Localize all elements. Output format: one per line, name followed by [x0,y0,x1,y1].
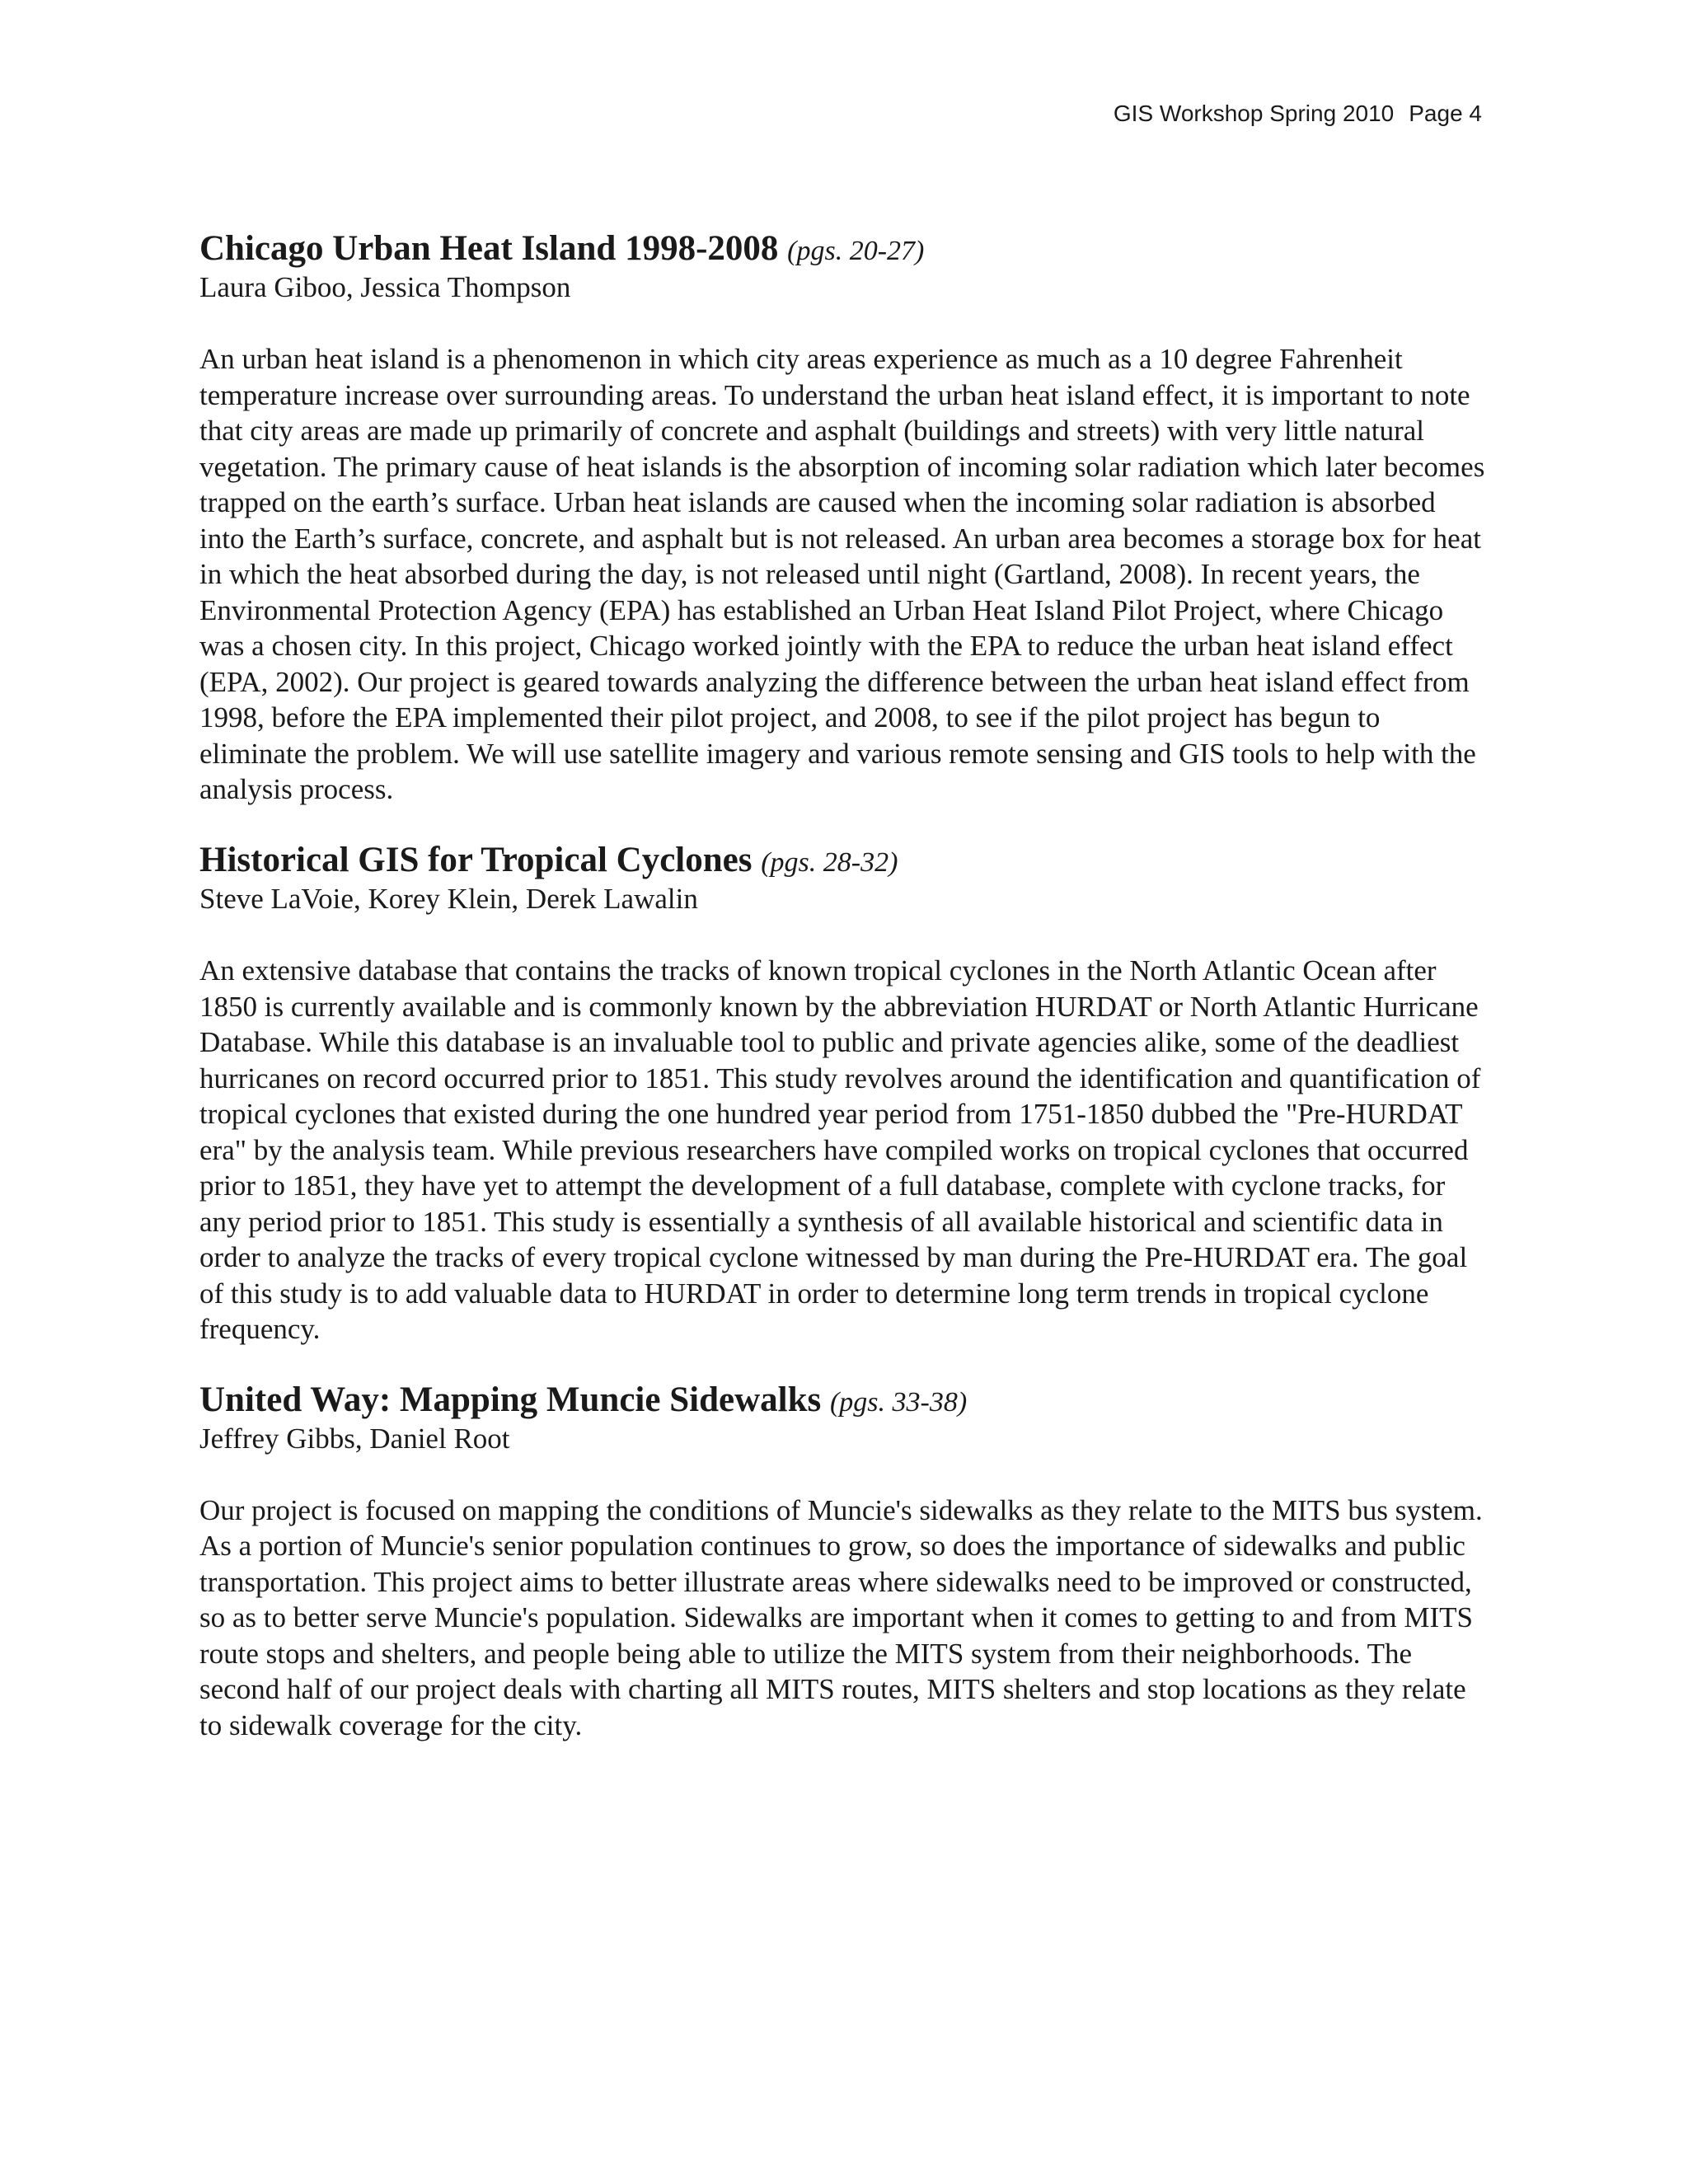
section-chicago-heat-island [199,229,1485,808]
section-body: An extensive database that contains the tracks of known tropical cyclones in the North Atlantic Ocean after 1850 is currently available and is commonly known by the abbreviation HURDAT or North Atlantic Hurricane Database. While this database is an invaluable tool to public and private agencies alike, some of the deadliest hurricanes on record occurred prior to 1851. This study revolves around the identification and quantification of tropical cyclones that existed during the one hundred year period from 1751-1850 dubbed the "Pre-HURDAT era" by the analysis team. While previous researchers have compiled works on tropical cyclones that occurred prior to 1851, they have yet to attempt the development of a full database, complete with cyclone tracks, for any period prior to 1851. This study is essentially a synthesis of all available historical and scientific data in order to analyze the tracks of every tropical cyclone witnessed by man during the Pre-HURDAT era. The goal of this study is to add valuable data to HURDAT in order to determine long term trends in tropical cyclone frequency. [199,954,1481,1346]
section-pages: (pgs. 20-27) [787,236,925,266]
document-body [199,229,1485,1776]
section-pages: (pgs. 28-32) [761,846,898,878]
section-authors: Laura Giboo, Jessica Thompson [199,271,571,304]
section-title [199,841,1485,879]
section-authors: Steve LaVoie, Korey Klein, Derek Lawalin [199,883,698,916]
section-title-text: Historical GIS for Tropical Cyclones [199,840,753,879]
page-header [1114,101,1482,127]
section-body: Our project is focused on mapping the conditions of Muncie's sidewalks as they relate to the MITS bus system. As a portion of Muncie's senior population continues to grow, so does the importance of sidewalks and public transportation. This project aims to better illustrate areas where sidewalks need to be improved or constructed, so as to better serve Muncie's population. Sidewalks are important when it comes to getting to and from MITS route stops and shelters, and people being able to utilize the MITS system from their neighborhoods. The second half of our project deals with charting all MITS routes, MITS shelters and stop locations as they relate to sidewalk coverage for the city. [199,1493,1483,1741]
section-title-text: United Way: Mapping Muncie Sidewalks [199,1380,822,1419]
page-number: Page 4 [1409,101,1482,126]
section-authors: Jeffrey Gibbs, Daniel Root [199,1422,510,1455]
section-title-text: Chicago Urban Heat Island 1998-2008 [199,229,779,268]
section-title [199,1380,1485,1419]
section-muncie-sidewalks [199,1380,1485,1744]
section-title [199,229,1485,268]
section-body: An urban heat island is a phenomenon in which city areas experience as much as a 10 degree Fahrenheit temperature increase over surrounding areas. To understand the urban heat island effect, it is important to note that city areas are made up primarily of concrete and asphalt (buildings and streets) with very little natural vegetation. The primary cause of heat islands is the absorption of incoming solar radiation which later becomes trapped on the earth’s surface. Urban heat islands are caused when the incoming solar radiation is absorbed into the Earth’s surface, concrete, and asphalt but is not released. An urban area becomes a storage box for heat in which the heat absorbed during the day, is not released until night (Gartland, 2008). In recent years, the Environmental Protection Agency (EPA) has established an Urban Heat Island Pilot Project, where Chicago was a chosen city. In this project, Chicago worked jointly with the EPA to reduce the urban heat island effect (EPA, 2002). Our project is geared towards analyzing the difference between the urban heat island effect from 1998, before the EPA implemented their pilot project, and 2008, to see if the pilot project has begun to eliminate the problem. We will use satellite imagery and various remote sensing and GIS tools to help with the analysis process. [199,343,1485,806]
section-pages: (pgs. 33-38) [829,1386,968,1418]
section-tropical-cyclones [199,841,1485,1347]
header-title: GIS Workshop Spring 2010 [1113,101,1395,126]
